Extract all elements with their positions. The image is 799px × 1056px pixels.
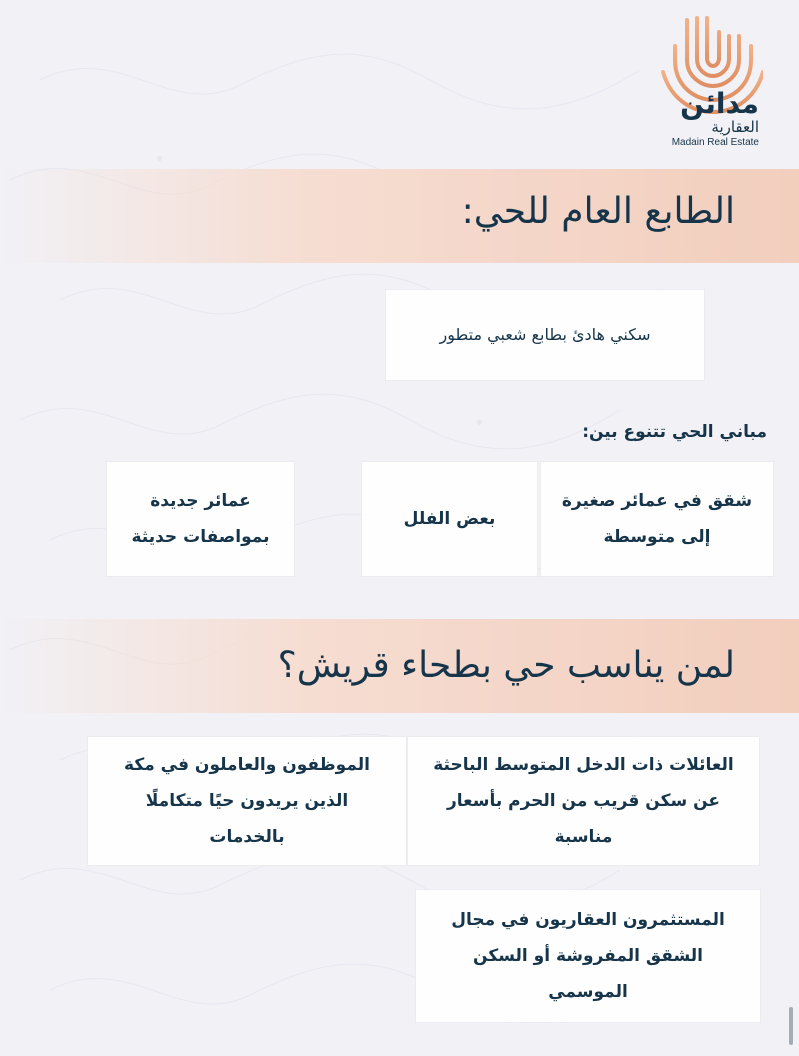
- logo-brand-arabic-sub: العقارية: [711, 118, 759, 136]
- building-type-card: [107, 462, 294, 576]
- description-text: سكني هادئ بطابع شعبي متطور: [439, 325, 651, 344]
- audience-card: [416, 890, 760, 1022]
- description-card: [386, 290, 704, 380]
- building-type-text: شقق في عمائر صغيرة إلى متوسطة: [561, 491, 753, 547]
- section-banner-1: [0, 169, 799, 263]
- buildings-heading: مباني الحي تتنوع بين:: [582, 422, 767, 442]
- audience-text: العائلات ذات الدخل المتوسط الباحثة عن سكن قريب من الحرم بأسعار مناسبة: [433, 755, 734, 847]
- logo-brand-english: Madain Real Estate: [671, 137, 759, 148]
- building-type-text: بعض الفلل: [403, 509, 496, 529]
- building-type-card: [541, 462, 773, 576]
- audience-card: [408, 737, 759, 865]
- logo-text: [649, 87, 759, 149]
- section-title-1: الطابع العام للحي:: [461, 191, 735, 232]
- audience-card: [88, 737, 406, 865]
- logo-brand-arabic: مدائن: [680, 87, 759, 120]
- section-banner-2: [0, 619, 799, 713]
- audience-text: الموظفون والعاملون في مكة الذين يريدون حيًا متكاملًا بالخدمات: [124, 755, 370, 847]
- audience-text: المستثمرون العقاريون في مجال الشقق المفروشة أو السكن الموسمي: [451, 910, 725, 1002]
- building-type-card: [362, 462, 537, 576]
- scrollbar[interactable]: [789, 1007, 793, 1045]
- building-type-text: عمائر جديدة بمواصفات حديثة: [131, 491, 270, 547]
- section-title-2: لمن يناسب حي بطحاء قريش؟: [277, 645, 735, 686]
